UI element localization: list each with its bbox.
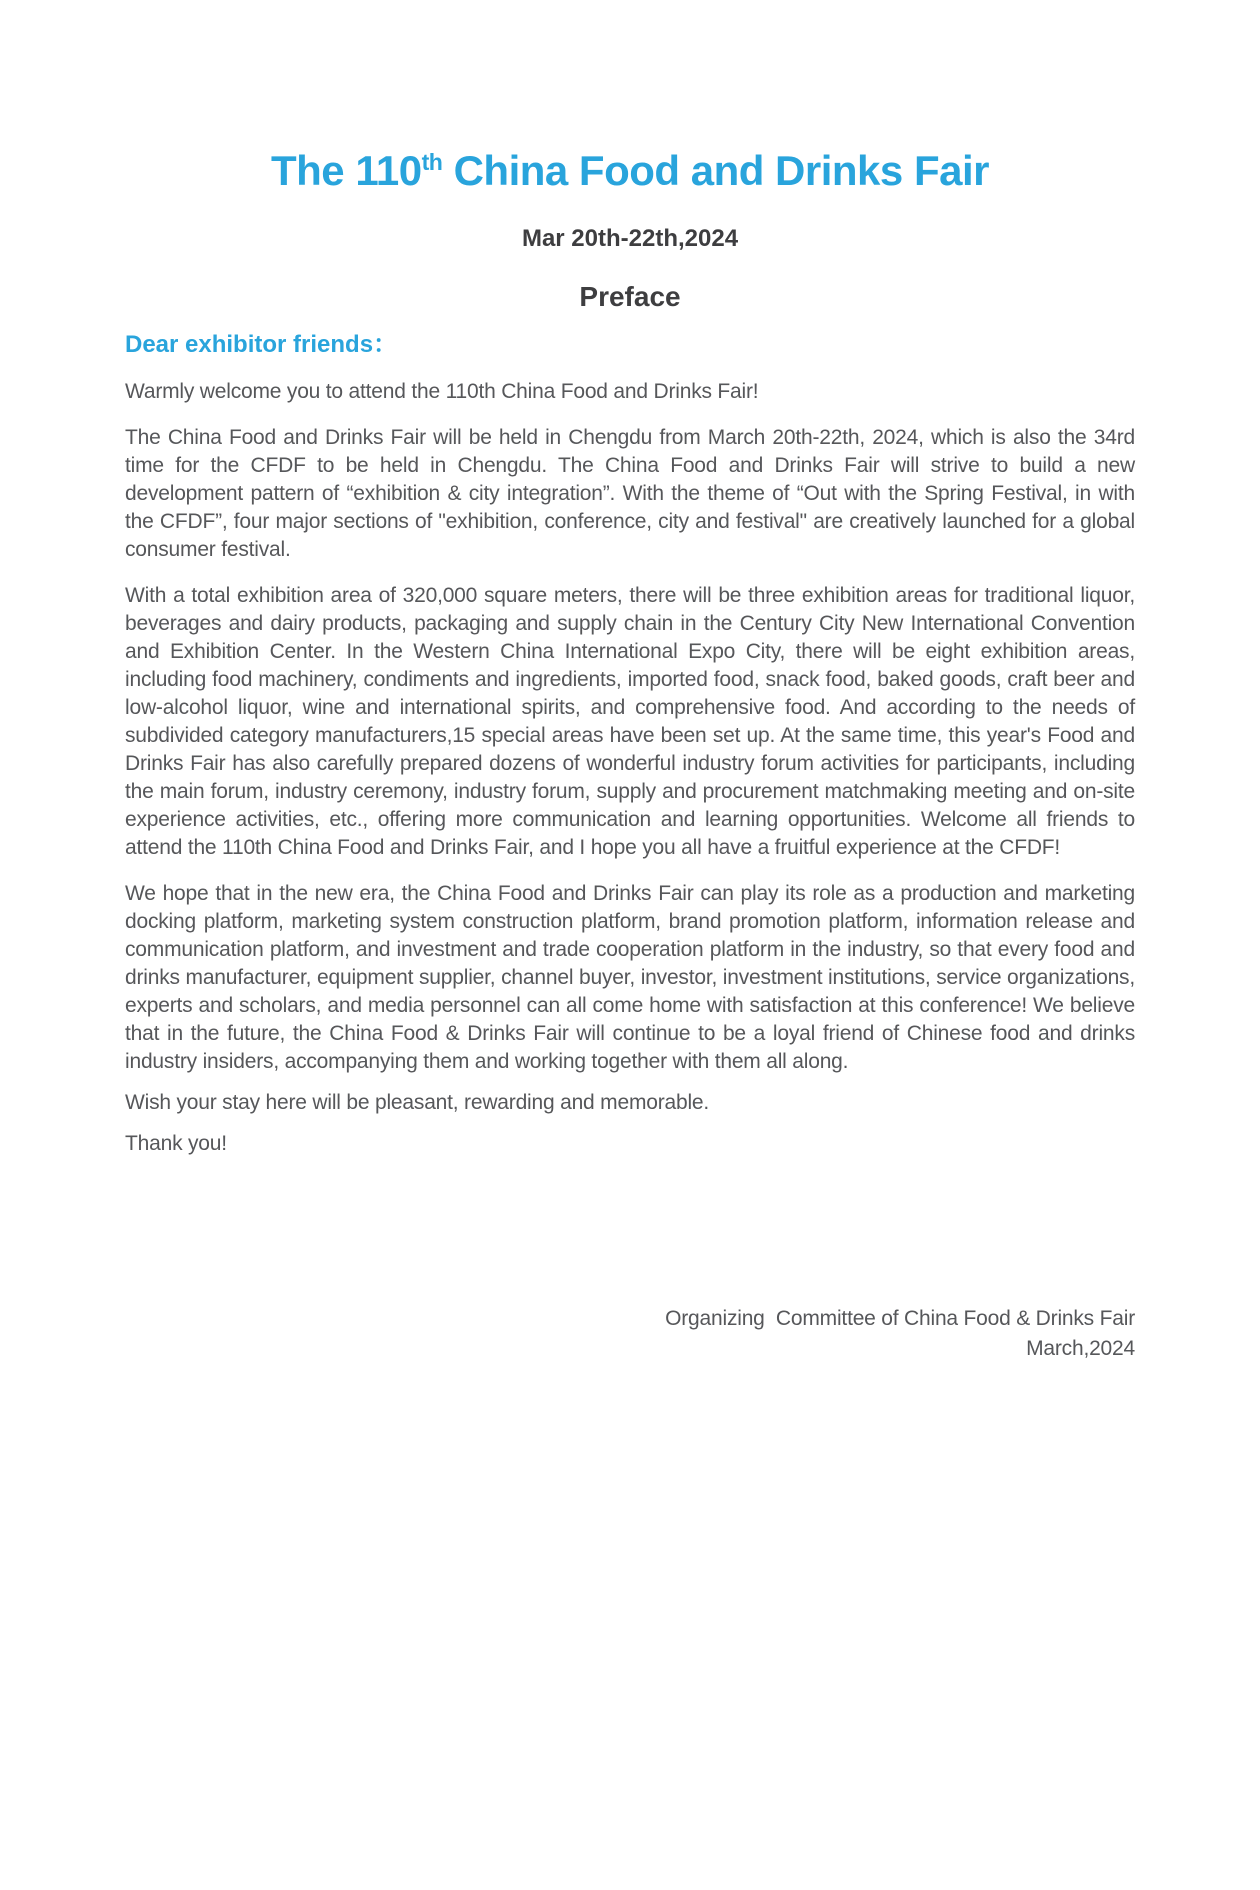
title-text-post: China Food and Drinks Fair	[442, 147, 989, 194]
page-title	[125, 146, 1135, 196]
signature-date: March,2024	[1026, 1336, 1135, 1360]
signature-block	[125, 1304, 1135, 1364]
signature-committee: Organizing Committee of China Food & Drinks Fair	[665, 1306, 1135, 1330]
title-text-pre: The 110	[271, 147, 422, 194]
title-superscript: th	[421, 149, 443, 175]
paragraph-event-overview: The China Food and Drinks Fair will be held in Chengdu from March 20th-22th, 2024, which is also the 34rd time for the CFDF to be held in Chengdu. The China Food and Drinks Fair will strive to build a new development pattern of “exhibition & city integration”. With the theme of “Out with the Spring Festival, in with the CFDF”, four major sections of "exhibition, conference, city and festival" are creatively launched for a global consumer festival.	[125, 425, 1135, 561]
paragraph-welcome: Warmly welcome you to attend the 110th China Food and Drinks Fair!	[125, 379, 759, 403]
paragraph-platform-roles: We hope that in the new era, the China Food and Drinks Fair can play its role as a production and marketing docking platform, marketing system construction platform, brand promotion platform, information release and communication platform, and investment and trade cooperation platform in the industry, so that every food and drinks manufacturer, equipment supplier, channel buyer, investor, investment institutions, service organizations, experts and scholars, and media personnel can all come home with satisfaction at this conference! We believe that in the future, the China Food & Drinks Fair will continue to be a loyal friend of Chinese food and drinks industry insiders, accompanying them and working together with them all along.	[125, 881, 1135, 1073]
section-title-preface: Preface	[579, 281, 681, 313]
paragraph-exhibition-areas: With a total exhibition area of 320,000 square meters, there will be three exhibition areas for traditional liquor, beverages and dairy products, packaging and supply chain in the Century City New International Convention and Exhibition Center. In the Western China International Expo City, there will be eight exhibition areas, including food machinery, condiments and ingredients, imported food, snack food, baked goods, craft beer and low-alcohol liquor, wine and international spirits, and comprehensive food. And according to the needs of subdivided category manufacturers,15 special areas have been set up. At the same time, this year's Food and Drinks Fair has also carefully prepared dozens of wonderful industry forum activities for participants, including the main forum, industry ceremony, industry forum, supply and procurement matchmaking meeting and on-site experience activities, etc., offering more communication and learning opportunities. Welcome all friends to attend the 110th China Food and Drinks Fair, and I hope you all have a fruitful experience at the CFDF!	[125, 583, 1135, 859]
paragraph-thanks: Thank you!	[125, 1131, 227, 1155]
event-date: Mar 20th-22th,2024	[521, 225, 739, 253]
salutation: Dear exhibitor friends：	[125, 330, 398, 358]
paragraph-wish: Wish your stay here will be pleasant, rewarding and memorable.	[125, 1090, 710, 1114]
